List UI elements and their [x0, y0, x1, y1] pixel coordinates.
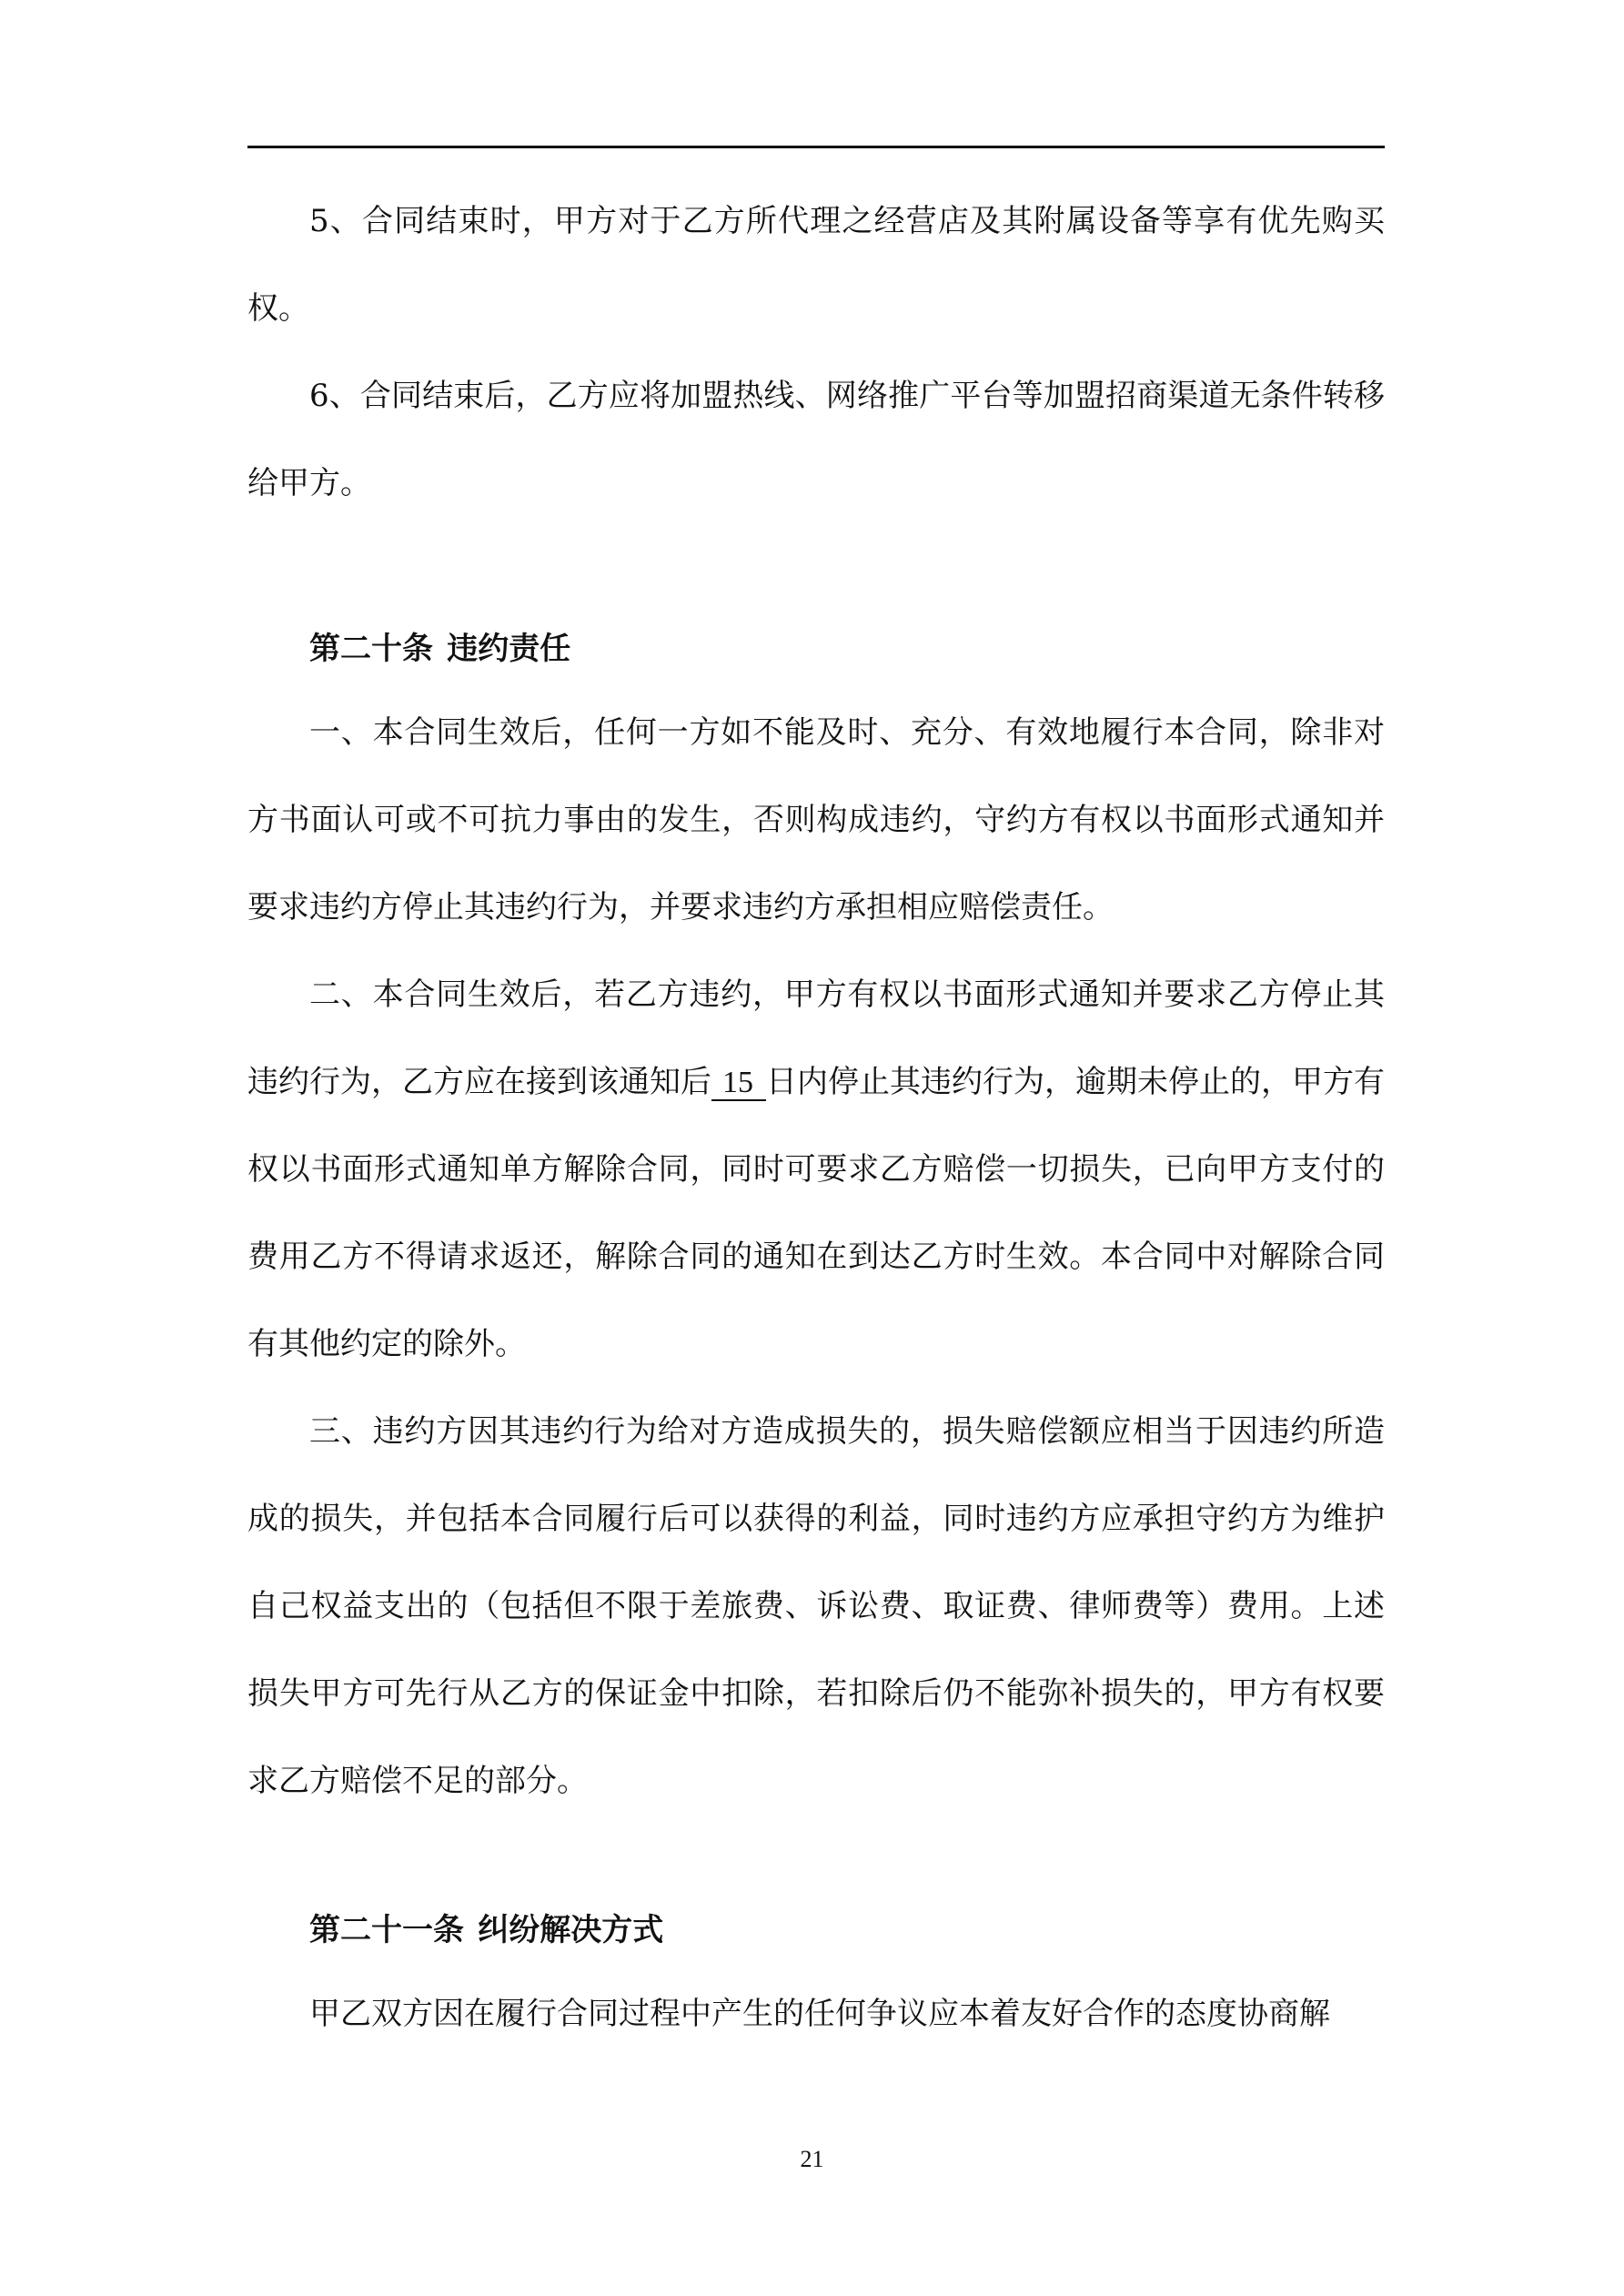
article-20-clause-3: 三、违约方因其违约行为给对方造成损失的，损失赔偿额应相当于因违约所造成的损失，并包括本合同履行后可以获得的利益，同时违约方应承担守约方为维护自己权益支出的（包括但不限于差旅费、诉讼费、取证费、律师费等）费用。上述损失甲方可先行从乙方的保证金中扣除，若扣除后仍不能弥补损失的，甲方有权要求乙方赔偿不足的部分。	[247, 1413, 1385, 1799]
article-20-heading	[247, 605, 1385, 693]
article-20-number: 第二十条	[309, 631, 433, 667]
article-21-clause-1: 甲乙双方因在履行合同过程中产生的任何争议应本着友好合作的态度协商解	[309, 1996, 1330, 2032]
article-20-clause-2-before: 二、本合同生效后，若乙方违约，甲方有权以书面形式通知并要求乙方停止其违约行为，乙方应在接到该通知后	[247, 976, 1385, 1100]
item-5-paragraph: 5、合同结束时，甲方对于乙方所代理之经营店及其附属设备等享有优先购买权。	[247, 203, 1385, 327]
article-20-clause-1: 一、本合同生效后，任何一方如不能及时、充分、有效地履行本合同，除非对方书面认可或不可抗力事由的发生，否则构成违约，守约方有权以书面形式通知并要求违约方停止其违约行为，并要求违约方承担相应赔偿责任。	[247, 714, 1385, 925]
article-21-title: 纠纷解决方式	[478, 1912, 664, 1948]
article-20-title: 违约责任	[447, 631, 571, 667]
header-rule	[247, 146, 1385, 148]
page-number: 21	[800, 2146, 824, 2172]
item-6-paragraph: 6、合同结束后，乙方应将加盟热线、网络推广平台等加盟招商渠道无条件转移给甲方。	[247, 378, 1385, 501]
article-20-clause-2-after: 日内停止其违约行为，逾期未停止的，甲方有权以书面形式通知单方解除合同，同时可要求乙方赔偿一切损失，已向甲方支付的费用乙方不得请求返还，解除合同的通知在到达乙方时生效。本合同中对解除合同有其他约定的除外。	[247, 1064, 1385, 1362]
article-21-number: 第二十一条	[309, 1912, 464, 1948]
article-20-clause-2	[247, 951, 1385, 1388]
article-21-heading	[247, 1886, 1385, 1974]
days-fill-in: 15	[711, 1066, 766, 1101]
